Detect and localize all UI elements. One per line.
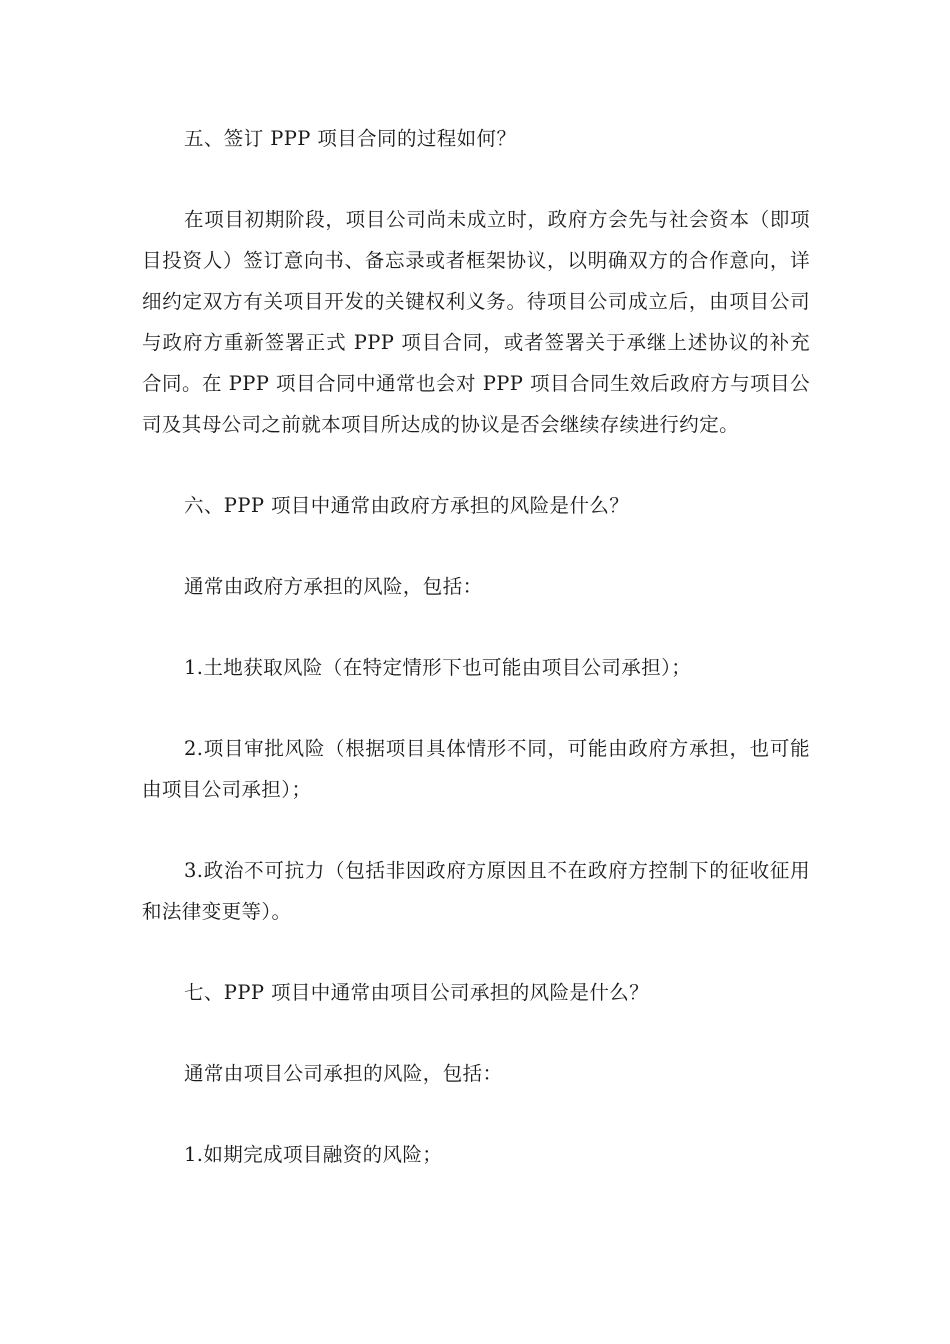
- list-item-financing-risk: 1.如期完成项目融资的风险；: [184, 1143, 443, 1166]
- paragraph-spacer: [142, 688, 810, 728]
- paragraph-spacer: [142, 932, 810, 972]
- list-item-political-force-majeure: 3.政治不可抗力（包括非因政府方原因且不在政府方控制下的征收征用和法律变更等）。: [142, 859, 810, 923]
- paragraph-spacer: [142, 1094, 810, 1134]
- document-body: [142, 118, 810, 1175]
- section-heading-6: 六、PPP 项目中通常由政府方承担的风险是什么？: [184, 494, 630, 517]
- paragraph-spacer: [142, 607, 810, 647]
- paragraph-government-risks-intro: 通常由政府方承担的风险，包括：: [184, 575, 483, 598]
- paragraph-contract-process: 在项目初期阶段，项目公司尚未成立时，政府方会先与社会资本（即项目投资人）签订意向书、备忘录或者框架协议，以明确双方的合作意向，详细约定双方有关项目开发的关键权利义务。待项目公司成立后，由项目公司与政府方重新签署正式 PPP 项目合同，或者签署关于承继上述协议的补充合同。在 PPP 项目合同中通常也会对 PPP 项目合同生效后政府方与项目公司及其母公司之前就本项目所达成的协议是否会继续存续进行约定。: [142, 208, 810, 436]
- paragraph-spacer: [142, 1013, 810, 1053]
- paragraph-spacer: [142, 526, 810, 566]
- section-heading-5: 五、签订 PPP 项目合同的过程如何？: [184, 127, 517, 150]
- list-item-land-risk: 1.土地获取风险（在特定情形下也可能由项目公司承担）；: [184, 656, 692, 679]
- section-heading-7: 七、PPP 项目中通常由项目公司承担的风险是什么？: [184, 981, 650, 1004]
- paragraph-spacer: [142, 445, 810, 485]
- list-item-approval-risk: 2.项目审批风险（根据项目具体情形不同，可能由政府方承担，也可能由项目公司承担）；: [142, 737, 810, 801]
- paragraph-spacer: [142, 159, 810, 199]
- paragraph-spacer: [142, 810, 810, 850]
- paragraph-company-risks-intro: 通常由项目公司承担的风险，包括：: [184, 1062, 503, 1085]
